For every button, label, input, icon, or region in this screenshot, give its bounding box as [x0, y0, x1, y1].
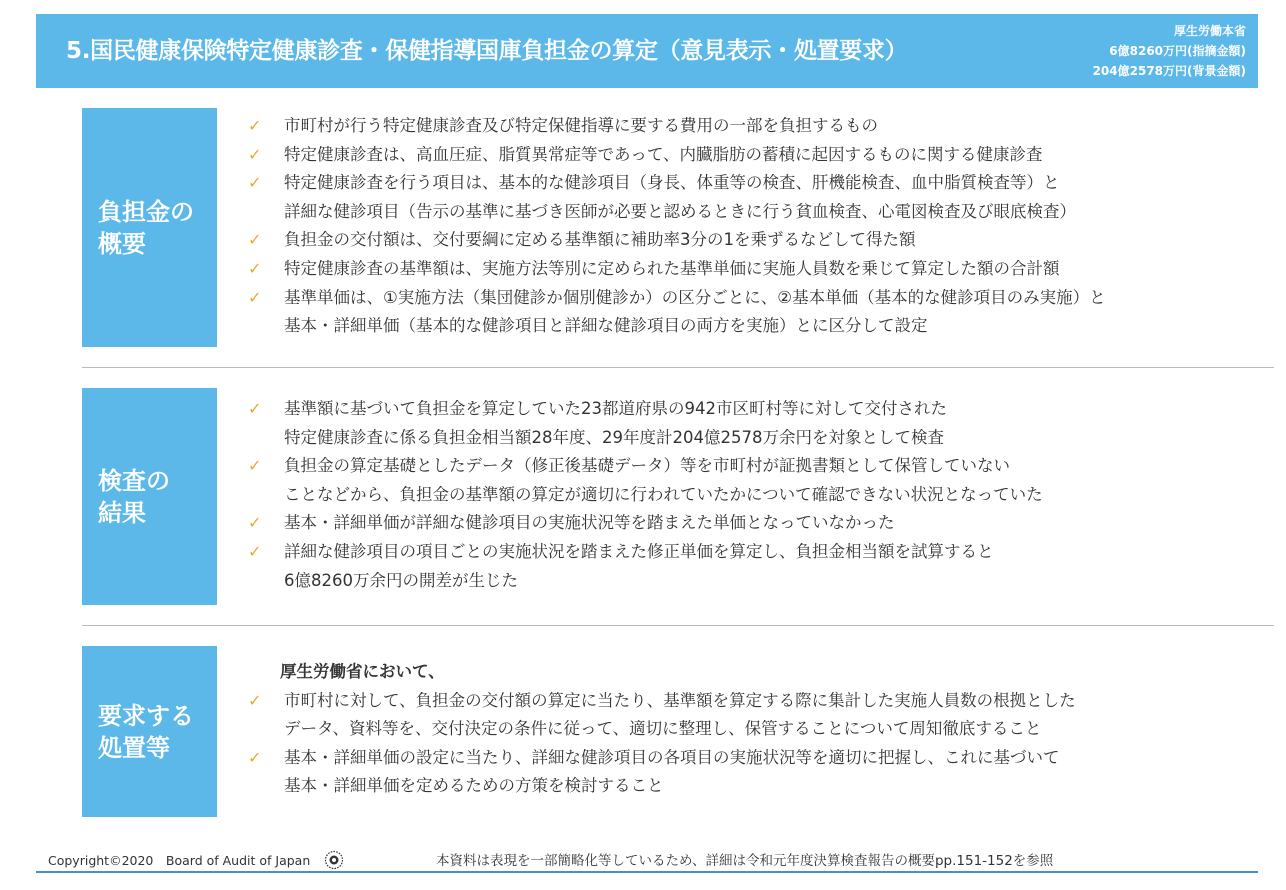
list-item-text: 特定健康診査は、高血圧症、脂質異常症等であって、内臓脂肪の蓄積に起因するものに関する健康診査 [284, 144, 1043, 164]
list-item-text: データ、資料等を、交付決定の条件に従って、適切に整理し、保管することについて周知徹底すること [284, 719, 1042, 739]
list-item [246, 395, 1043, 452]
list-item-text: 基本・詳細単価を定めるための方策を検討すること [284, 776, 664, 796]
checkmark-icon: ✓ [248, 747, 262, 767]
list-item-text: 市町村に対して、負担金の交付額の算定に当たり、基準額を算定する際に集計した実施人員数の根拠とした [284, 690, 1076, 710]
results-list [246, 395, 1043, 595]
list-item-text: 市町村が行う特定健康診査及び特定保健指導に要する費用の一部を負担するもの [284, 116, 878, 135]
list-item [246, 169, 1106, 226]
footer-note: 本資料は表現を一部簡略化等しているため、詳細は令和元年度決算検査報告の概要pp.151-152を参照 [436, 853, 1054, 869]
section-label-requested-measures [82, 646, 217, 817]
checkmark-icon: ✓ [248, 399, 262, 418]
checkmark-icon: ✓ [248, 116, 262, 135]
measures-intro [246, 658, 1076, 687]
header-meta [1093, 21, 1246, 81]
footer-rule [36, 871, 1258, 873]
checkmark-icon: ✓ [248, 287, 262, 307]
list-item-text: ことなどから、負担金の基準額の算定が適切に行われていたかについて確認できない状況となっていた [284, 484, 1043, 504]
amount-pointed: 6億8260万円(指摘金額) [1109, 44, 1246, 58]
measures-list [246, 658, 1076, 801]
intro-text: 厚生労働省において、 [280, 662, 445, 681]
header-banner [36, 14, 1258, 88]
section-label-line: 結果 [98, 498, 146, 527]
checkmark-icon: ✓ [248, 541, 262, 561]
list-item [246, 538, 1043, 595]
list-item-text: 特定健康診査に係る負担金相当額28年度、29年度計204億2578万余円を対象として検査 [284, 427, 944, 447]
list-item-text: 詳細な健診項目（告示の基準に基づき医師が必要と認めるときに行う貧血検査、心電図検査及び眼底検査） [284, 201, 1076, 221]
checkmark-icon: ✓ [248, 513, 262, 533]
list-item-text: 負担金の算定基礎としたデータ（修正後基礎データ）等を市町村が証拠書類として保管していない [284, 456, 1010, 476]
copyright-text: Copyright©2020 Board of Audit of Japan [48, 853, 311, 868]
list-item-text: 6億8260万余円の開差が生じた [284, 570, 518, 590]
list-item-text: 基本・詳細単価が詳細な健診項目の実施状況等を踏まえた単価となっていなかった [284, 513, 895, 533]
ministry-label: 厚生労働本省 [1173, 24, 1246, 38]
list-item [246, 226, 1106, 255]
checkmark-icon: ✓ [248, 230, 262, 250]
list-item [246, 112, 1106, 141]
list-item-text: 特定健康診査を行う項目は、基本的な健診項目（身長、体重等の検査、肝機能検査、血中脂質検査等）と [284, 173, 1060, 193]
section-label-line: 概要 [98, 229, 146, 258]
overview-list [246, 112, 1106, 341]
checkmark-icon: ✓ [248, 258, 262, 278]
list-item-text: 基本・詳細単価の設定に当たり、詳細な健診項目の各項目の実施状況等を適切に把握し、これに基づいて [284, 747, 1060, 767]
section-label-results [82, 388, 217, 605]
copyright [48, 850, 344, 873]
amount-background: 204億2578万円(背景金額) [1092, 64, 1246, 78]
checkmark-icon: ✓ [248, 144, 262, 164]
list-item-text: 基準額に基づいて負担金を算定していた23都道府県の942市区町村等に対して交付された [284, 399, 947, 418]
list-item [246, 452, 1043, 509]
section-label-line: 処置等 [98, 733, 170, 762]
section-label-overview [82, 108, 217, 347]
list-item-text: 負担金の交付額は、交付要綱に定める基準額に補助率3分の1を乗ずるなどして得た額 [284, 230, 916, 250]
list-item [246, 255, 1106, 284]
list-item-text: 詳細な健診項目の項目ごとの実施状況を踏まえた修正単価を算定し、負担金相当額を試算すると [284, 541, 994, 561]
section-label-line: 負担金の [98, 197, 194, 226]
list-item [246, 744, 1076, 801]
section-label-line: 検査の [98, 466, 170, 495]
list-item [246, 284, 1106, 341]
section-divider [82, 625, 1274, 626]
section-divider [82, 367, 1274, 368]
page-title: 5.国民健康保険特定健康診査・保健指導国庫負担金の算定（意見表示・処置要求） [66, 38, 908, 64]
section-label-line: 要求する [98, 701, 194, 730]
list-item [246, 687, 1076, 744]
list-item-text: 基準単価は、①実施方法（集団健診か個別健診か）の区分ごとに、②基本単価（基本的な健診項目のみ実施）と [284, 287, 1106, 307]
board-of-audit-seal-icon [324, 850, 344, 873]
checkmark-icon: ✓ [248, 173, 262, 193]
list-item-text: 基本・詳細単価（基本的な健診項目と詳細な健診項目の両方を実施）とに区分して設定 [284, 316, 928, 336]
checkmark-icon: ✓ [248, 690, 262, 710]
list-item-text: 特定健康診査の基準額は、実施方法等別に定められた基準単価に実施人員数を乗じて算定した額の合計額 [284, 258, 1060, 278]
list-item [246, 141, 1106, 170]
list-item [246, 509, 1043, 538]
checkmark-icon: ✓ [248, 456, 262, 476]
